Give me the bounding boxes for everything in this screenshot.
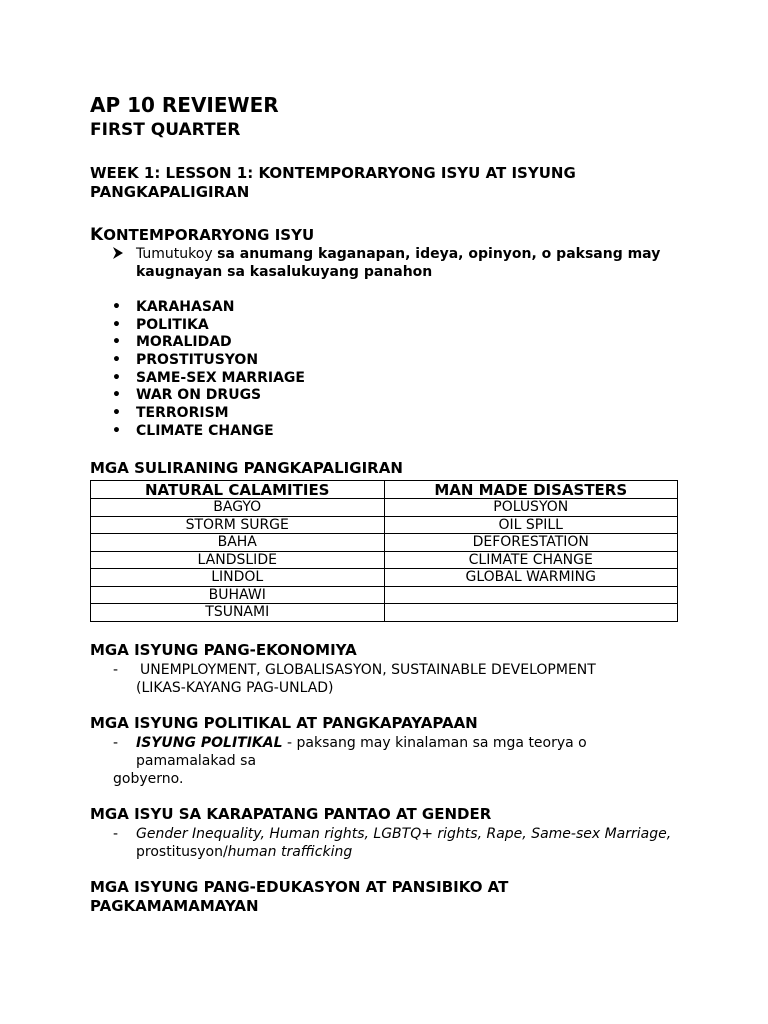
politikal-term: ISYUNG POLITIKAL xyxy=(136,735,283,751)
header-natural-calamities: NATURAL CALAMITIES xyxy=(91,481,385,499)
definition-paragraph xyxy=(136,245,696,281)
list-item: • SAME-SEX MARRIAGE xyxy=(112,369,305,386)
bullet-icon: • xyxy=(112,299,121,315)
table-cell xyxy=(384,586,678,604)
table-row xyxy=(91,569,678,587)
heading-rest: ONTEMPORARYONG ISYU xyxy=(103,226,315,244)
calamities-table xyxy=(90,480,678,622)
list-item: • CLIMATE CHANGE xyxy=(112,422,274,439)
ekonomiya-heading: MGA ISYUNG PANG-EKONOMIYA xyxy=(90,641,357,659)
list-item: • MORALIDAD xyxy=(112,334,232,351)
table-row xyxy=(91,499,678,517)
table-cell: BAGYO xyxy=(91,499,385,517)
bullet-icon: • xyxy=(112,369,121,386)
list-item: • POLITIKA xyxy=(112,316,209,333)
definition-plain: Tumutukoy xyxy=(136,246,218,262)
table-cell: GLOBAL WARMING xyxy=(384,569,678,587)
ekonomiya-line2: (LIKAS-KAYANG PAG-UNLAD) xyxy=(136,680,334,696)
definition-line1 xyxy=(136,245,696,263)
week-heading-line2: PANGKAPALIGIRAN xyxy=(90,183,250,201)
line2-plain: prostitusyon/ xyxy=(136,844,228,860)
table-cell: STORM SURGE xyxy=(91,516,385,534)
definition-line2: kaugnayan sa kasalukuyang panahon xyxy=(136,264,433,280)
table-row xyxy=(91,551,678,569)
bullet-icon: • xyxy=(112,387,121,404)
list-item: • PROSTITUSYON xyxy=(112,352,259,369)
issue-list xyxy=(112,299,305,441)
ekonomiya-line1: UNEMPLOYMENT, GLOBALISASYON, SUSTAINABLE DEVELOPMENT xyxy=(140,662,596,678)
politikal-heading: MGA ISYUNG POLITIKAL AT PANGKAPAYAPAAN xyxy=(90,714,478,732)
table-cell: BAHA xyxy=(91,534,385,552)
header-man-made-disasters: MAN MADE DISASTERS xyxy=(384,481,678,499)
politikal-definition: - paksang may kinalaman sa mga teorya o xyxy=(282,735,587,751)
table-cell: BUHAWI xyxy=(91,586,385,604)
table-cell xyxy=(384,604,678,622)
document-title: AP 10 REVIEWER xyxy=(90,93,279,117)
karapatang-pantao-line2 xyxy=(136,843,352,861)
table-row xyxy=(91,534,678,552)
karapatang-pantao-line1: Gender Inequality, Human rights, LGBTQ+ rights, Rape, Same-sex Marriage, xyxy=(136,826,672,842)
document-subtitle: FIRST QUARTER xyxy=(90,120,241,140)
table-cell: POLUSYON xyxy=(384,499,678,517)
table-cell: CLIMATE CHANGE xyxy=(384,551,678,569)
list-item: • KARAHASAN xyxy=(112,299,235,315)
table-cell: TSUNAMI xyxy=(91,604,385,622)
table-row xyxy=(91,586,678,604)
table-row xyxy=(91,604,678,622)
edukasyon-heading xyxy=(90,878,508,916)
karapatang-pantao-heading: MGA ISYU SA KARAPATANG PANTAO AT GENDER xyxy=(90,805,492,823)
bullet-icon: • xyxy=(112,334,121,351)
bullet-icon: • xyxy=(112,352,121,369)
table-cell: DEFORESTATION xyxy=(384,534,678,552)
list-item: • TERRORISM xyxy=(112,405,229,422)
dash-bullet-icon: - xyxy=(113,662,119,678)
table-cell: LANDSLIDE xyxy=(91,551,385,569)
bullet-icon: • xyxy=(112,422,121,439)
week-heading-line1: WEEK 1: LESSON 1: KONTEMPORARYONG ISYU AT ISYUNG xyxy=(90,164,576,182)
kontemporaryong-isyu-heading xyxy=(90,225,314,245)
dash-bullet-icon: - xyxy=(113,826,119,842)
table-cell: OIL SPILL xyxy=(384,516,678,534)
table-cell: LINDOL xyxy=(91,569,385,587)
list-item: • WAR ON DRUGS xyxy=(112,387,262,404)
suliranin-heading: MGA SULIRANING PANGKAPALIGIRAN xyxy=(90,459,403,477)
table-row xyxy=(91,516,678,534)
week-heading xyxy=(90,164,576,202)
table-header-row xyxy=(91,481,678,499)
politikal-line3: gobyerno. xyxy=(113,771,184,787)
bullet-icon: • xyxy=(112,316,121,333)
definition-bold: sa anumang kaganapan, ideya, opinyon, o paksang may xyxy=(217,246,661,262)
heading-initial: K xyxy=(90,225,104,245)
politikal-line1 xyxy=(136,734,587,752)
bullet-icon: • xyxy=(112,405,121,422)
politikal-line2: pamamalakad sa xyxy=(136,753,257,769)
line2-italic: human trafficking xyxy=(227,844,353,860)
dash-bullet-icon: - xyxy=(113,735,119,751)
arrow-bullet-icon xyxy=(112,246,124,260)
edukasyon-heading-line2: PAGKAMAMAMAYAN xyxy=(90,897,259,915)
edukasyon-heading-line1: MGA ISYUNG PANG-EDUKASYON AT PANSIBIKO AT xyxy=(90,878,509,896)
